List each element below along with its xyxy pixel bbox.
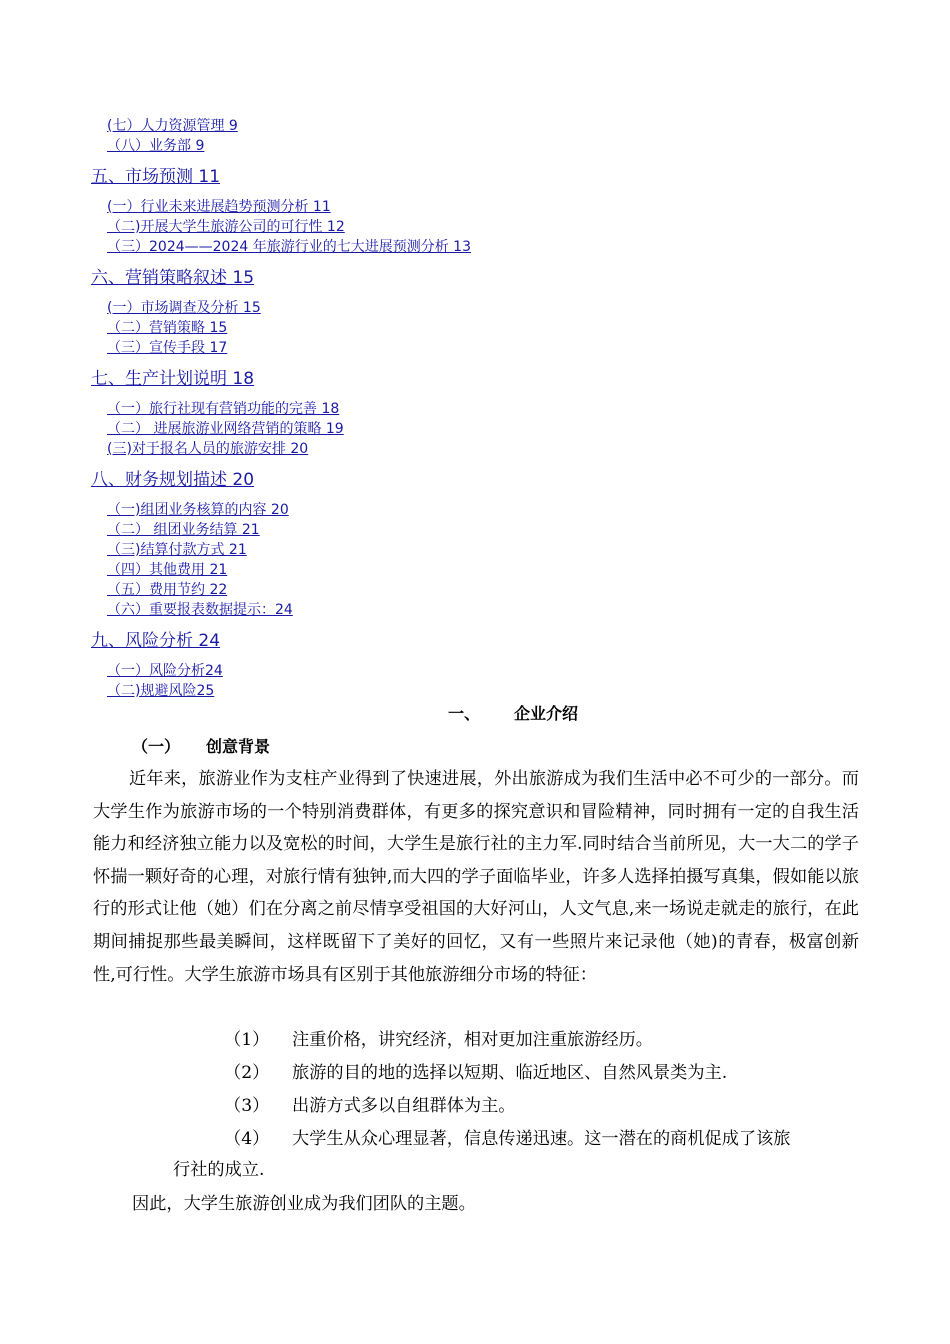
toc-item-promotion[interactable]: （三）宣传手段 17 [107, 340, 228, 356]
feature-item [224, 1090, 864, 1122]
toc-item-strategy[interactable]: （二）营销策略 15 [107, 320, 228, 336]
intro-paragraph: 近年来，旅游业作为支柱产业得到了快速进展，外出旅游成为我们生活中必不可少的一部分。而大学生作为旅游市场的一个特别消费群体，有更多的探究意识和冒险精神，同时拥有一定的自我生活能力和经济独立能力以及宽松的时间，大学生是旅行社的主力军.同时结合当前所见，大一大二的学子怀揣一颗好奇的心理，对旅行情有独钟,而大四的学子面临毕业，许多人选择拍摄写真集，假如能以旅行的形式让他（她）们在分离之前尽情享受祖国的大好河山，人文气息,来一场说走就走的旅行，在此期间捕捉那些最美瞬间，这样既留下了美好的回忆，又有一些照片来记录他（她)的青春，极富创新性,可行性。大学生旅游市场具有区别于其他旅游细分市场的特征： [93, 769, 859, 985]
section-number: （一） [132, 737, 181, 756]
toc-section-marketing[interactable]: 六、营销策略叙述 15 [91, 268, 255, 288]
chapter-title: 企业介绍 [514, 704, 579, 723]
section-title: 创意背景 [206, 737, 271, 756]
toc-item-feasibility[interactable]: （二)开展大学生旅游公司的可行性 12 [107, 219, 345, 235]
toc-section-finance[interactable]: 八、财务规划描述 20 [91, 470, 255, 490]
feature-number: （3） [224, 1096, 270, 1116]
feature-text: 注重价格，讲究经济，相对更加注重旅游经历。 [292, 1030, 653, 1050]
feature-text: 出游方式多以自组群体为主。 [292, 1096, 516, 1116]
toc-item-arrangement[interactable]: (三)对于报名人员的旅游安排 20 [107, 441, 309, 457]
toc-item-risk-avoid[interactable]: （二)规避风险25 [107, 683, 215, 699]
toc-item-seven-forecasts[interactable]: （三）2024——2024 年旅游行业的七大进展预测分析 13 [107, 239, 471, 255]
feature-text: 大学生从众心理显著，信息传递迅速。这一潜在的商机促成了该旅 [292, 1129, 791, 1149]
feature-item [224, 1057, 864, 1089]
feature-number: （2） [224, 1063, 270, 1083]
toc-item-network[interactable]: （二） 进展旅游业网络营销的策略 19 [107, 421, 344, 437]
toc-section-risk[interactable]: 九、风险分析 24 [91, 631, 221, 651]
toc-item-risk-analysis[interactable]: （一）风险分析24 [107, 663, 223, 679]
feature-item [224, 1123, 864, 1155]
chapter-number: 一、 [448, 704, 481, 723]
feature-number: （1） [224, 1030, 270, 1050]
toc-item-accounting[interactable]: （一)组团业务核算的内容 20 [107, 502, 289, 518]
toc-item-savings[interactable]: （五）费用节约 22 [107, 582, 228, 598]
section-heading [132, 734, 270, 757]
conclusion-text: 因此，大学生旅游创业成为我们团队的主题。 [132, 1194, 476, 1214]
feature-item [224, 1024, 864, 1056]
toc-item-other-costs[interactable]: （四）其他费用 21 [107, 562, 228, 578]
toc-item-hr[interactable]: (七）人力资源管理 9 [107, 118, 238, 134]
toc-item-survey[interactable]: (一）市场调查及分析 15 [107, 300, 261, 316]
toc-item-business[interactable]: （八）业务部 9 [107, 138, 205, 154]
toc-section-market-forecast[interactable]: 五、市场预测 11 [91, 167, 221, 187]
toc-section-production[interactable]: 七、生产计划说明 18 [91, 369, 255, 389]
chapter-heading [448, 701, 578, 724]
toc-item-trend[interactable]: (一）行业未来进展趋势预测分析 11 [107, 199, 331, 215]
feature-continuation: 行社的成立. [173, 1160, 265, 1180]
toc-item-payment[interactable]: （三)结算付款方式 21 [107, 542, 247, 558]
toc-item-report[interactable]: （六）重要报表数据提示：24 [107, 602, 293, 618]
toc-item-settlement[interactable]: （二） 组团业务结算 21 [107, 522, 260, 538]
toc-item-improve[interactable]: （一）旅行社现有营销功能的完善 18 [107, 401, 340, 417]
feature-text: 旅游的目的地的选择以短期、临近地区、自然风景类为主. [292, 1063, 728, 1083]
feature-number: （4） [224, 1129, 270, 1149]
